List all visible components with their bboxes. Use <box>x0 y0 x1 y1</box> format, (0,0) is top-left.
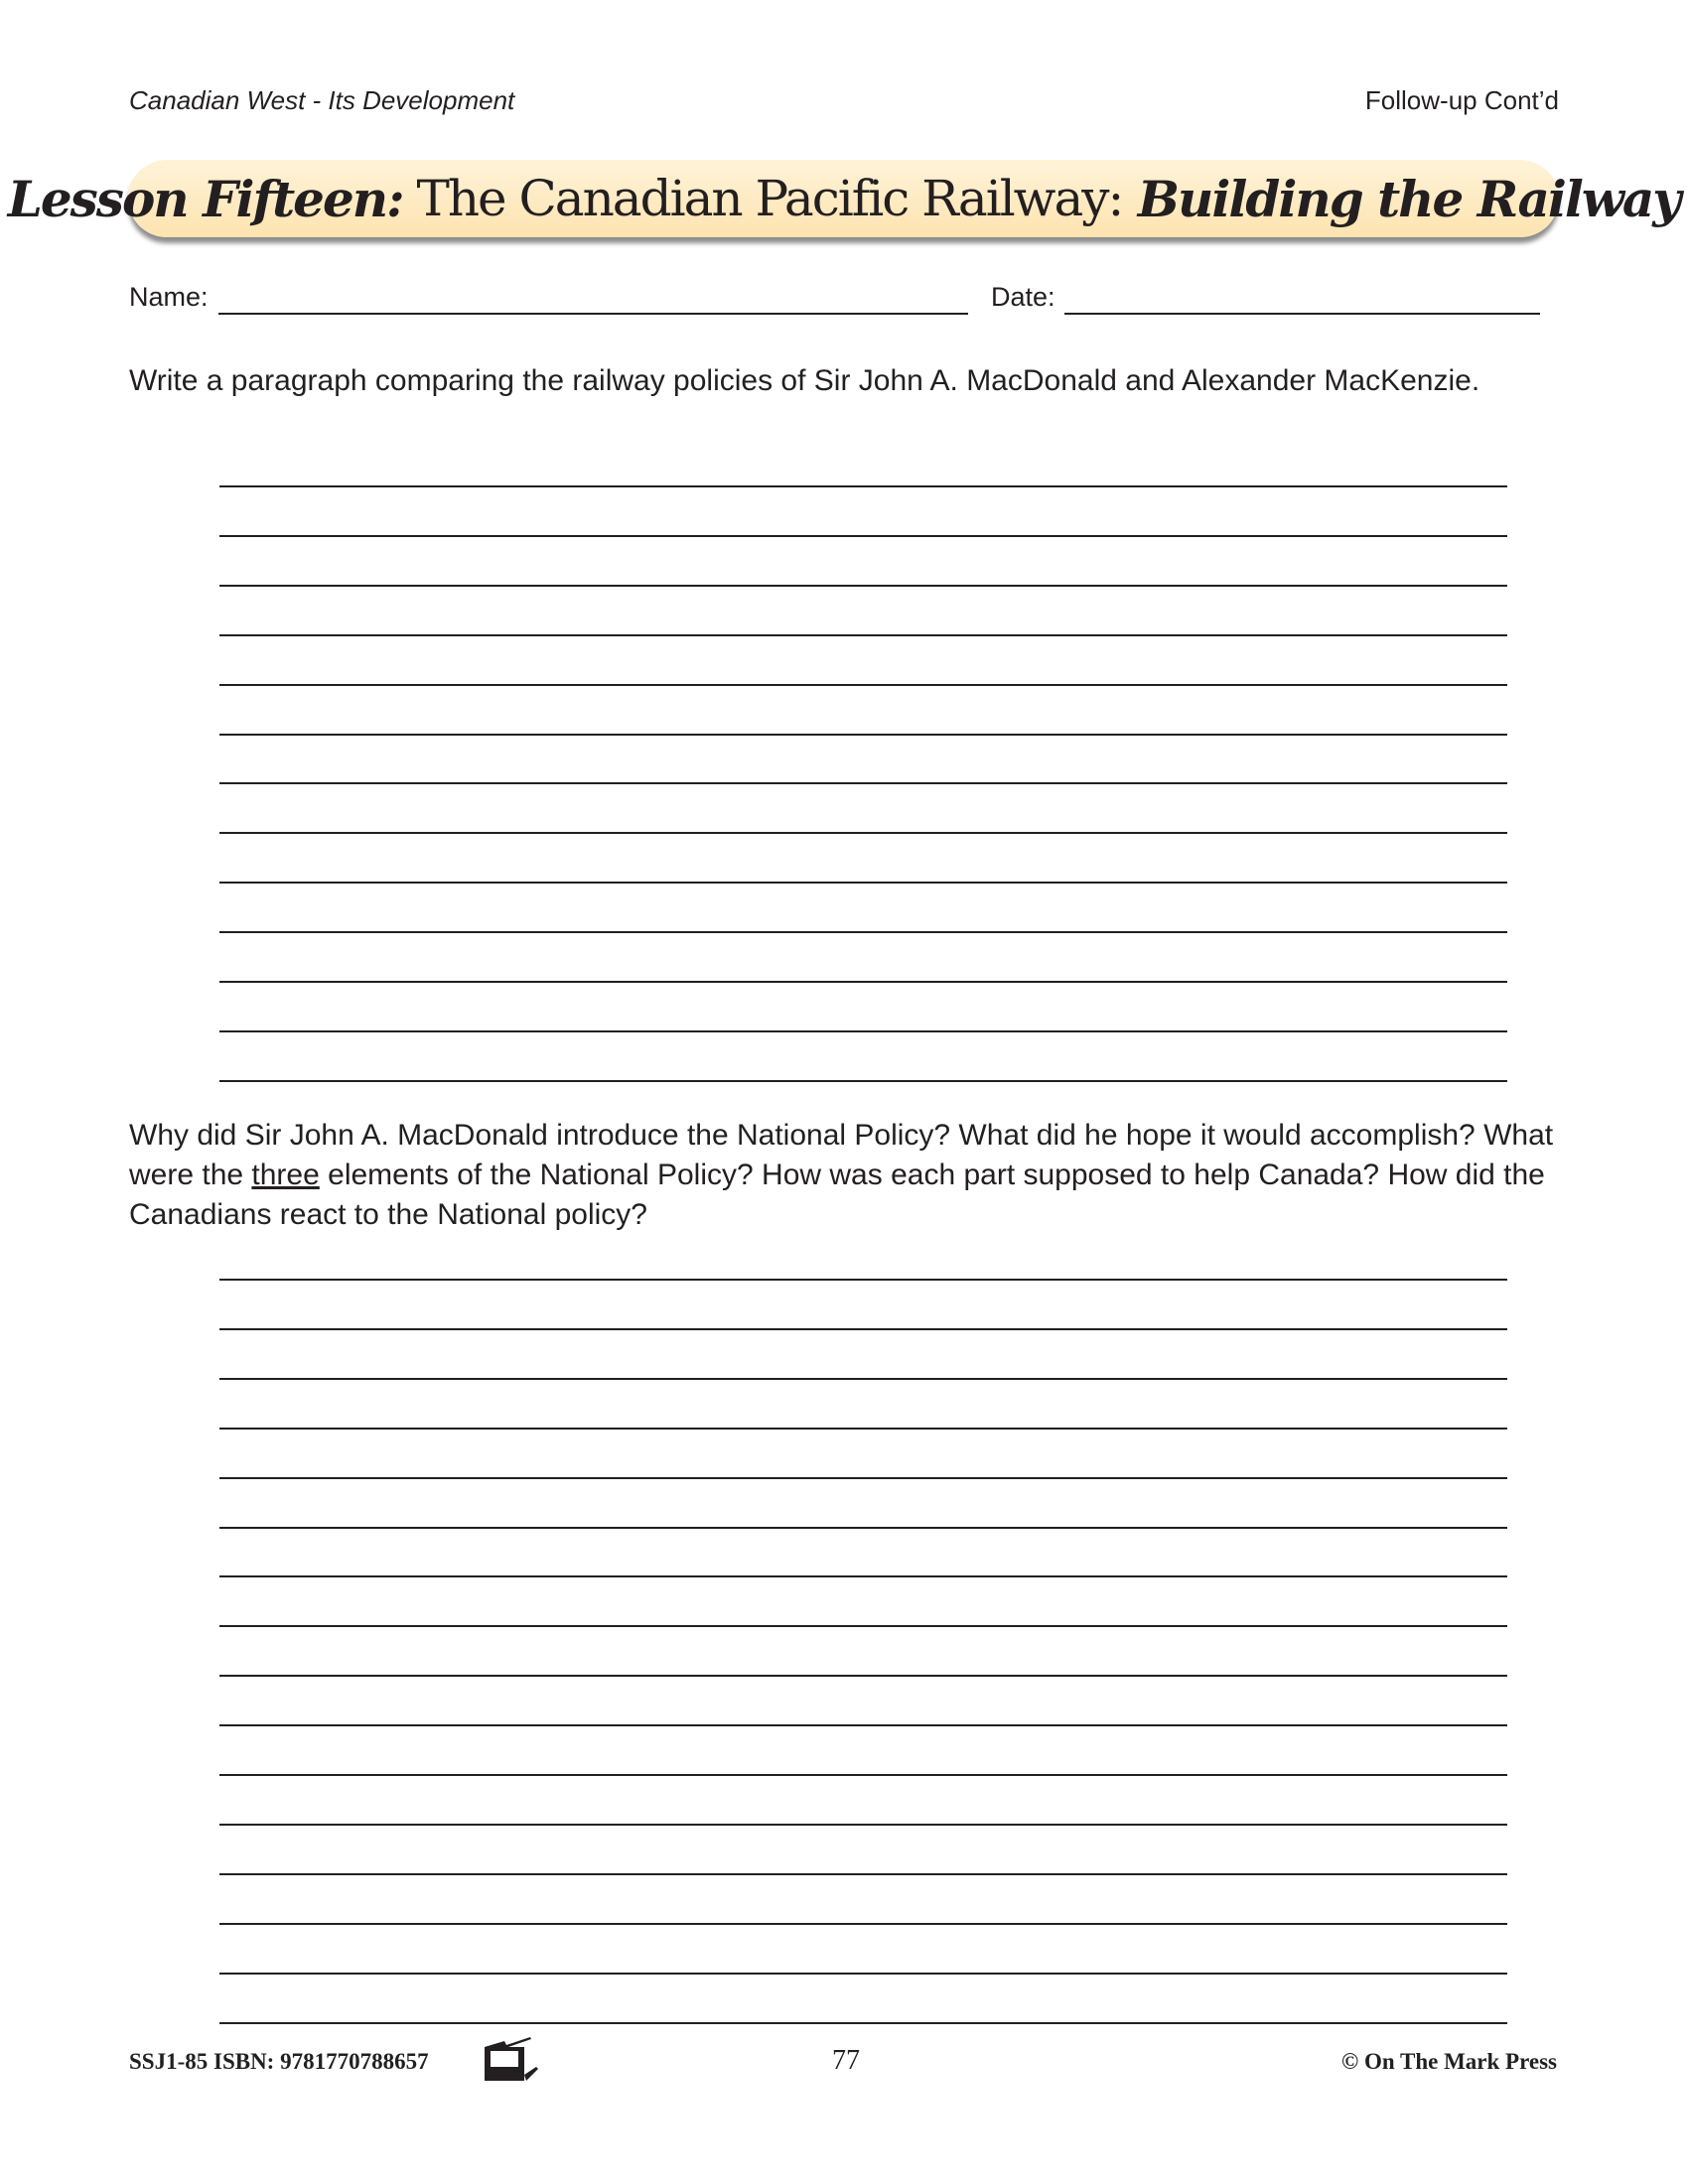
answer-line[interactable] <box>219 485 1507 487</box>
header-book-title: Canadian West - Its Development <box>129 85 515 115</box>
question-1: Write a paragraph comparing the railway policies of Sir John A. MacDonald and Alexander MacKenzie. <box>129 364 1480 397</box>
answer-line[interactable] <box>219 931 1507 933</box>
answer-line[interactable] <box>219 1328 1507 1330</box>
footer-isbn: SSJ1-85 ISBN: 9781770788657 <box>129 2049 429 2074</box>
footer-publisher: © On The Mark Press <box>1341 2049 1557 2074</box>
answer-line[interactable] <box>219 1973 1507 1975</box>
answer-line[interactable] <box>219 1724 1507 1726</box>
page-number: 77 <box>832 2045 860 2076</box>
answer-line[interactable] <box>219 1625 1507 1627</box>
lesson-number: Lesson Fifteen: <box>7 169 403 228</box>
answer-line[interactable] <box>219 1824 1507 1826</box>
answer-line[interactable] <box>219 535 1507 537</box>
answer-line[interactable] <box>219 1279 1507 1281</box>
answer-line[interactable] <box>219 1378 1507 1380</box>
name-label: Name: <box>129 282 209 312</box>
lesson-topic: The Canadian Pacific Railway: <box>402 170 1123 227</box>
answer-line[interactable] <box>219 1675 1507 1677</box>
answer-line[interactable] <box>219 1923 1507 1925</box>
answer-line[interactable] <box>219 1575 1507 1577</box>
answer-line[interactable] <box>219 734 1507 736</box>
name-input-line[interactable] <box>218 313 968 315</box>
answer-line[interactable] <box>219 832 1507 834</box>
question-2-part1: Why did Sir John A. MacDonald introduce the National Policy? What did he hope it would accomplish? What were the <box>129 1119 1554 1191</box>
answer-line[interactable] <box>219 634 1507 636</box>
answer-line[interactable] <box>219 1030 1507 1032</box>
question-2-emphasis: three <box>251 1159 320 1191</box>
answer-line[interactable] <box>219 585 1507 587</box>
answer-line[interactable] <box>219 882 1507 884</box>
answer-line[interactable] <box>219 2022 1507 2024</box>
question-2 <box>129 1116 1559 1235</box>
lesson-title-banner <box>7 160 1680 237</box>
date-label: Date: <box>991 282 1055 312</box>
answer-line[interactable] <box>219 1080 1507 1082</box>
answer-line[interactable] <box>219 1477 1507 1479</box>
answer-line[interactable] <box>219 1774 1507 1776</box>
question-2-part2: elements of the National Policy? How was each part supposed to help Canada? How did the Canadians react to the National policy? <box>129 1159 1545 1231</box>
date-input-line[interactable] <box>1064 313 1540 315</box>
answer-line[interactable] <box>219 782 1507 784</box>
header-section: Follow-up Cont’d <box>1364 85 1559 115</box>
lesson-subtitle: Building the Railway <box>1122 169 1680 228</box>
answer-line[interactable] <box>219 1428 1507 1430</box>
answer-line[interactable] <box>219 981 1507 983</box>
answer-line[interactable] <box>219 684 1507 686</box>
photocopier-icon <box>485 2037 580 2090</box>
answer-line[interactable] <box>219 1527 1507 1529</box>
answer-line[interactable] <box>219 1873 1507 1875</box>
